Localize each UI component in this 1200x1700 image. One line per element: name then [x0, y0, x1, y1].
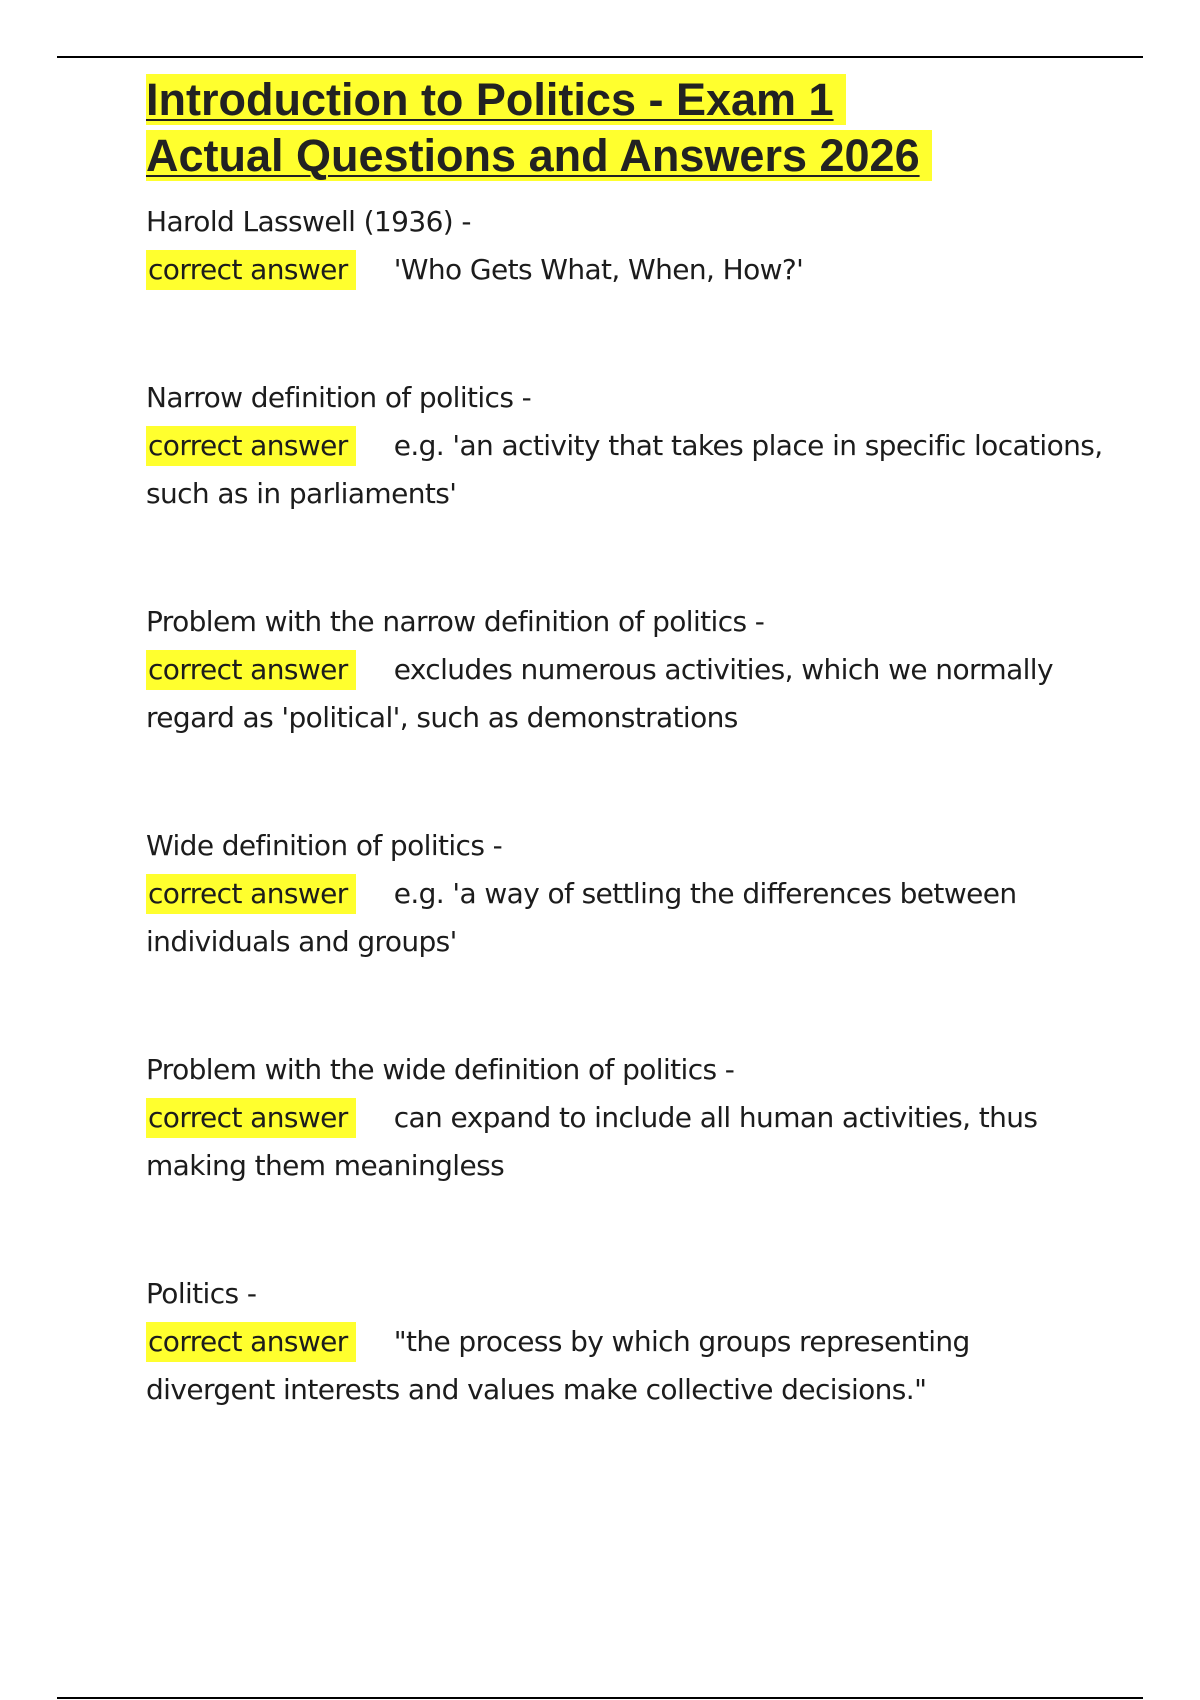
answer-label: correct answer	[146, 1098, 356, 1138]
document-title	[146, 72, 1106, 184]
qa-item	[146, 198, 1106, 294]
document-body	[146, 72, 1106, 1414]
answer-text: "the process by which groups representing divergent interests and values make collective decisions."	[146, 1325, 970, 1406]
answer-label: correct answer	[146, 874, 356, 914]
qa-item	[146, 374, 1106, 518]
top-rule	[57, 56, 1143, 58]
answer-text: 'Who Gets What, When, How?'	[393, 253, 804, 286]
bottom-rule	[57, 1697, 1143, 1699]
answer-label: correct answer	[146, 426, 356, 466]
answer-text: excludes numerous activities, which we normally regard as 'political', such as demonstrations	[146, 653, 1053, 734]
title-line-2: Actual Questions and Answers 2026	[146, 130, 932, 181]
question-text: Wide definition of politics -	[146, 829, 503, 862]
answer-text: can expand to include all human activities, thus making them meaningless	[146, 1101, 1038, 1182]
title-line-1: Introduction to Politics - Exam 1	[146, 74, 846, 125]
answer-label: correct answer	[146, 1322, 356, 1362]
qa-item	[146, 1046, 1106, 1190]
question-text: Problem with the wide definition of politics -	[146, 1053, 735, 1086]
question-text: Politics -	[146, 1277, 257, 1310]
question-text: Problem with the narrow definition of politics -	[146, 605, 765, 638]
question-text: Narrow definition of politics -	[146, 381, 532, 414]
answer-label: correct answer	[146, 650, 356, 690]
answer-text: e.g. 'an activity that takes place in specific locations, such as in parliaments'	[146, 429, 1103, 510]
question-text: Harold Lasswell (1936) -	[146, 205, 471, 238]
qa-item	[146, 1270, 1106, 1414]
answer-label: correct answer	[146, 250, 356, 290]
answer-text: e.g. 'a way of settling the differences between individuals and groups'	[146, 877, 1017, 958]
qa-item	[146, 822, 1106, 966]
qa-item	[146, 598, 1106, 742]
